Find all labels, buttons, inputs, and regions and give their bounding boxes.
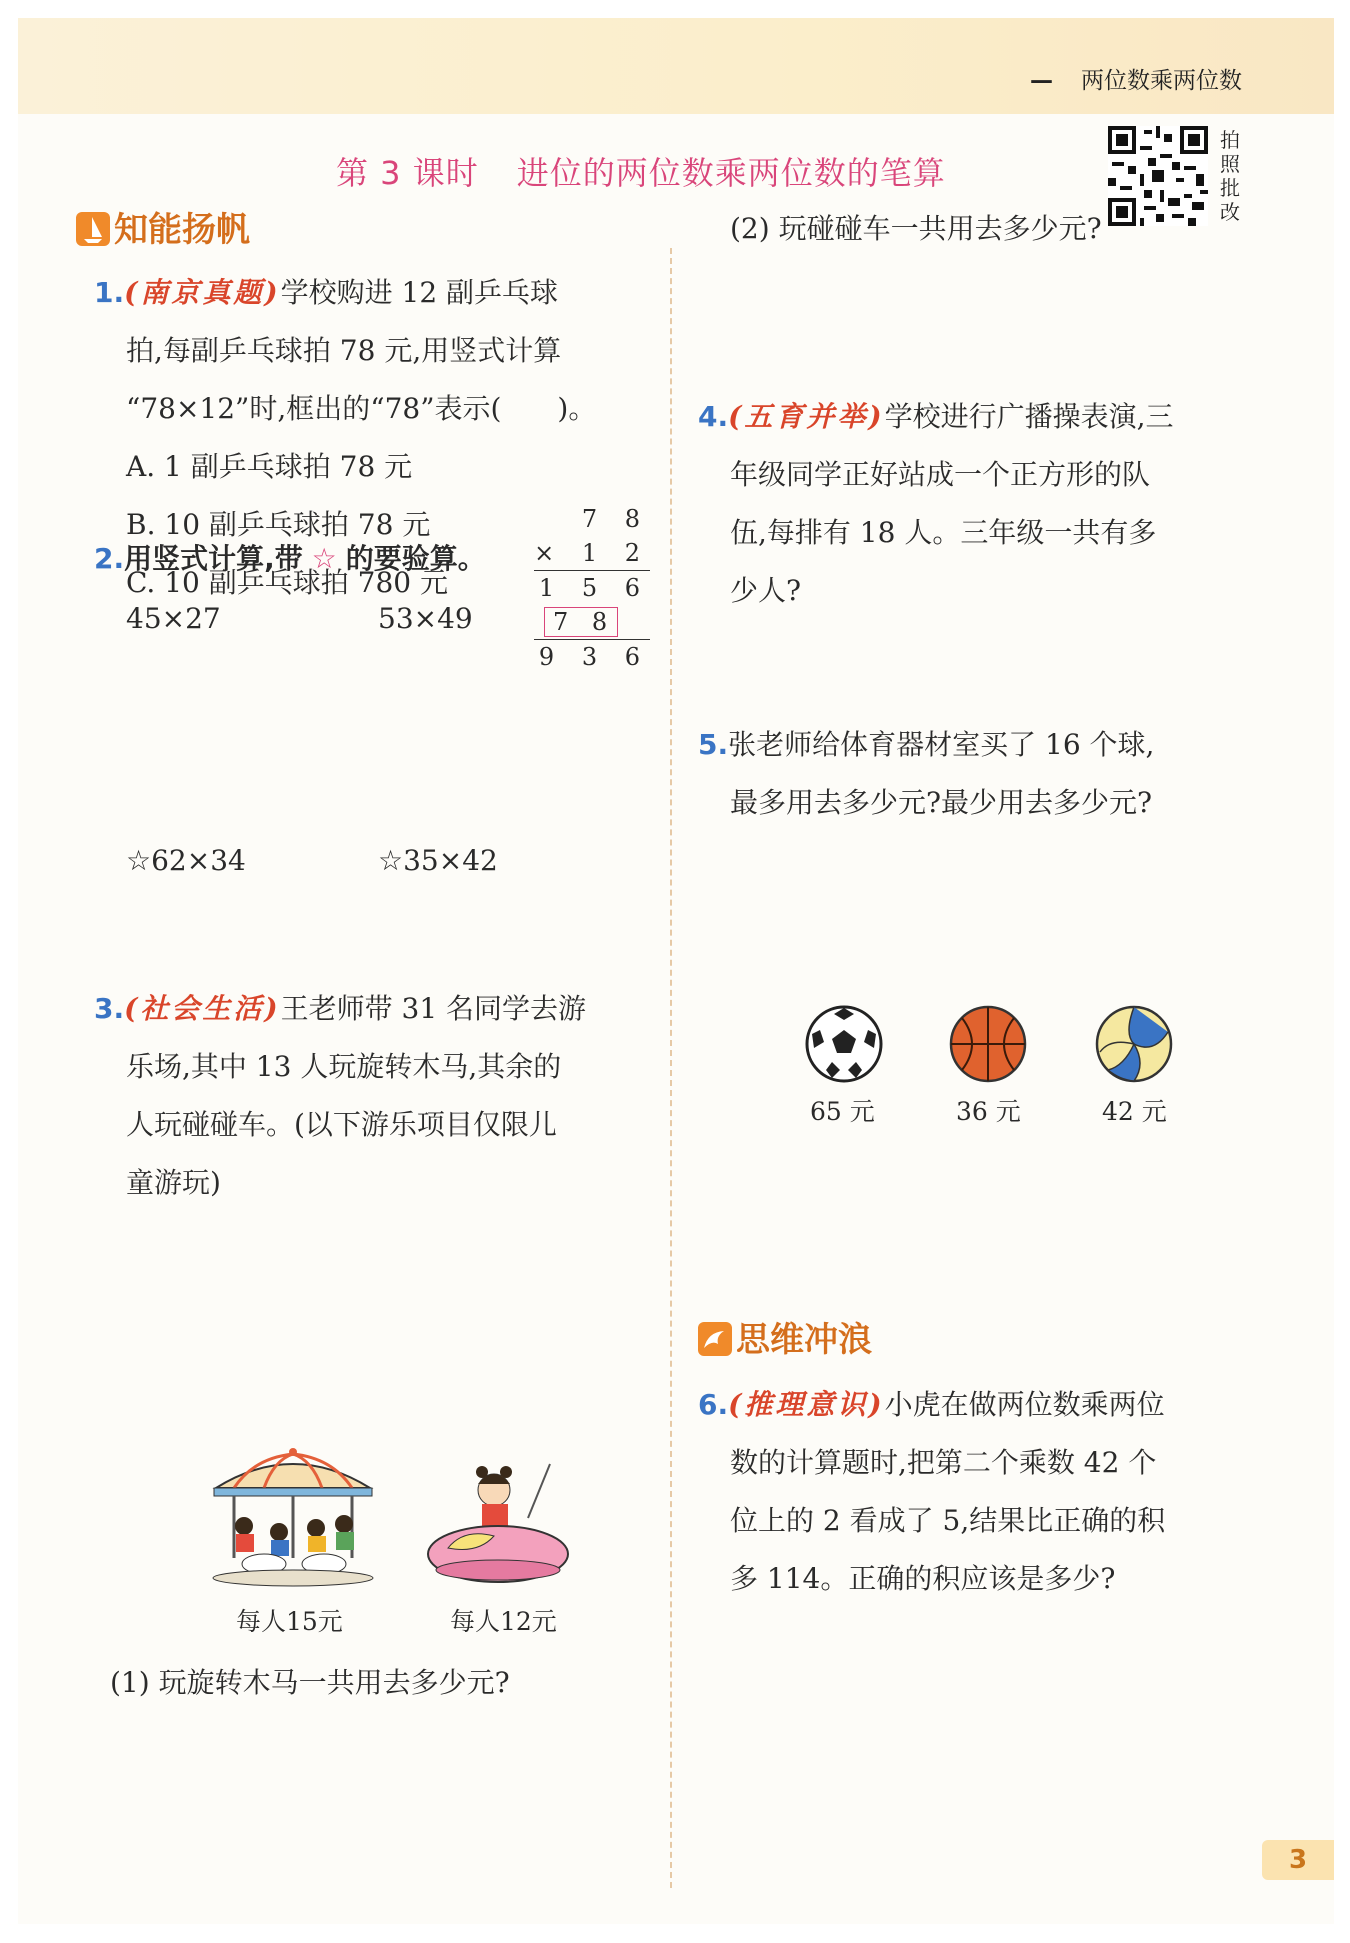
q5-line2: 最多用去多少元?最少用去多少元? (730, 786, 1153, 819)
qr-code-icon[interactable] (1108, 126, 1208, 226)
q3-number: 3. (94, 992, 125, 1025)
question-5 (698, 716, 1318, 832)
q1-line1: 学校购进 12 副乒乓球 (280, 276, 559, 309)
q1-tag: (南京真题) (124, 276, 281, 309)
q3-line2: 乐场,其中 13 人玩旋转木马,其余的 (126, 1050, 562, 1083)
q6-tag: (推理意识) (728, 1388, 885, 1421)
star-icon: ☆ (311, 542, 337, 575)
page-header (18, 18, 1334, 114)
vertical-multiplication (534, 502, 650, 674)
soccer-ball-icon (804, 1004, 884, 1084)
volleyball-price: 42 元 (1102, 1097, 1167, 1126)
carousel-price: 每人15元 (236, 1607, 343, 1636)
q4-tag: (五育并举) (728, 400, 885, 433)
carousel-illustration (204, 1448, 382, 1590)
workbook-page (18, 18, 1334, 1924)
vert-row-3: 1 5 6 (534, 570, 650, 605)
q2-problem-3: ☆62×34 (126, 844, 246, 877)
q2-problem-4: ☆35×42 (378, 844, 498, 877)
basketball-icon (948, 1004, 1028, 1084)
column-divider (670, 248, 672, 1888)
unit-title (1030, 62, 1242, 95)
bumper-car-illustration (424, 1458, 574, 1590)
q6-line2: 数的计算题时,把第二个乘数 42 个 (730, 1446, 1157, 1479)
unit-title-text: 两位数乘两位数 (1081, 68, 1242, 94)
qr-caption: 拍照批改 (1220, 128, 1240, 224)
q4-line3: 伍,每排有 18 人。三年级一共有多 (730, 516, 1157, 549)
page-number: 3 (1262, 1840, 1334, 1880)
question-6 (698, 1376, 1318, 1608)
soccer-price: 65 元 (810, 1097, 875, 1126)
q1-line2: 拍,每副乒乓球拍 78 元,用竖式计算 (126, 334, 562, 367)
sail-icon (76, 212, 110, 246)
q6-number: 6. (698, 1388, 729, 1421)
vert-row-1: 7 8 (581, 505, 650, 533)
basketball-price: 36 元 (956, 1097, 1021, 1126)
q1-line3: “78×12”时,框出的“78”表示( )。 (126, 392, 597, 425)
q3-line3: 人玩碰碰车。(以下游乐项目仅限儿 (126, 1108, 557, 1141)
question-3 (94, 980, 654, 1212)
q2-text-a: 用竖式计算,带 (124, 542, 303, 575)
q4-line2: 年级同学正好站成一个正方形的队 (730, 458, 1151, 491)
wave-icon (698, 1322, 732, 1356)
section-2-label: 思维冲浪 (736, 1320, 872, 1360)
q2-number: 2. (94, 542, 125, 575)
q5-number: 5. (698, 728, 729, 761)
question-4 (698, 388, 1318, 620)
vert-row-5: 9 3 6 (534, 639, 650, 674)
q4-line4: 少人? (730, 574, 802, 607)
q3-line4: 童游玩) (126, 1166, 221, 1199)
section-heading-1 (76, 202, 250, 251)
q1-option-c[interactable]: C. 10 副乒乓球拍 780 元 (126, 566, 449, 599)
q2-problem-1: 45×27 (126, 602, 221, 635)
q6-line4: 多 114。正确的积应该是多少? (730, 1562, 1116, 1595)
q2-text-b: 的要验算。 (345, 542, 486, 575)
q2-problem-2: 53×49 (378, 602, 473, 635)
q4-line1: 学校进行广播操表演,三 (884, 400, 1174, 433)
lesson-name: 进位的两位数乘两位数的笔算 (516, 154, 946, 192)
q3-sub-2: (2) 玩碰碰车一共用去多少元? (730, 212, 1102, 245)
q3-sub-1: (1) 玩旋转木马一共用去多少元? (110, 1666, 510, 1699)
lesson-number: 第 3 课时 (336, 154, 479, 192)
vert-boxed-78: 7 8 (544, 607, 618, 637)
q3-tag: (社会生活) (124, 992, 281, 1025)
q4-number: 4. (698, 400, 729, 433)
q1-number: 1. (94, 276, 125, 309)
volleyball-icon (1094, 1004, 1174, 1084)
section-heading-2 (698, 1312, 872, 1361)
lesson-title (336, 148, 946, 194)
q1-option-a[interactable]: A. 1 副乒乓球拍 78 元 (126, 450, 413, 483)
q1-option-b[interactable]: B. 10 副乒乓球拍 78 元 (126, 508, 431, 541)
q5-line1: 张老师给体育器材室买了 16 个球, (728, 728, 1155, 761)
q6-line3: 位上的 2 看成了 5,结果比正确的积 (730, 1504, 1166, 1537)
bumper-car-price: 每人12元 (450, 1607, 557, 1636)
vert-row-2: × 1 2 (534, 539, 650, 567)
section-1-label: 知能扬帆 (114, 210, 250, 250)
question-2 (94, 530, 486, 588)
q3-line1: 王老师带 31 名同学去游 (280, 992, 587, 1025)
q6-line1: 小虎在做两位数乘两位 (884, 1388, 1165, 1421)
header-dash: — (1030, 68, 1053, 94)
